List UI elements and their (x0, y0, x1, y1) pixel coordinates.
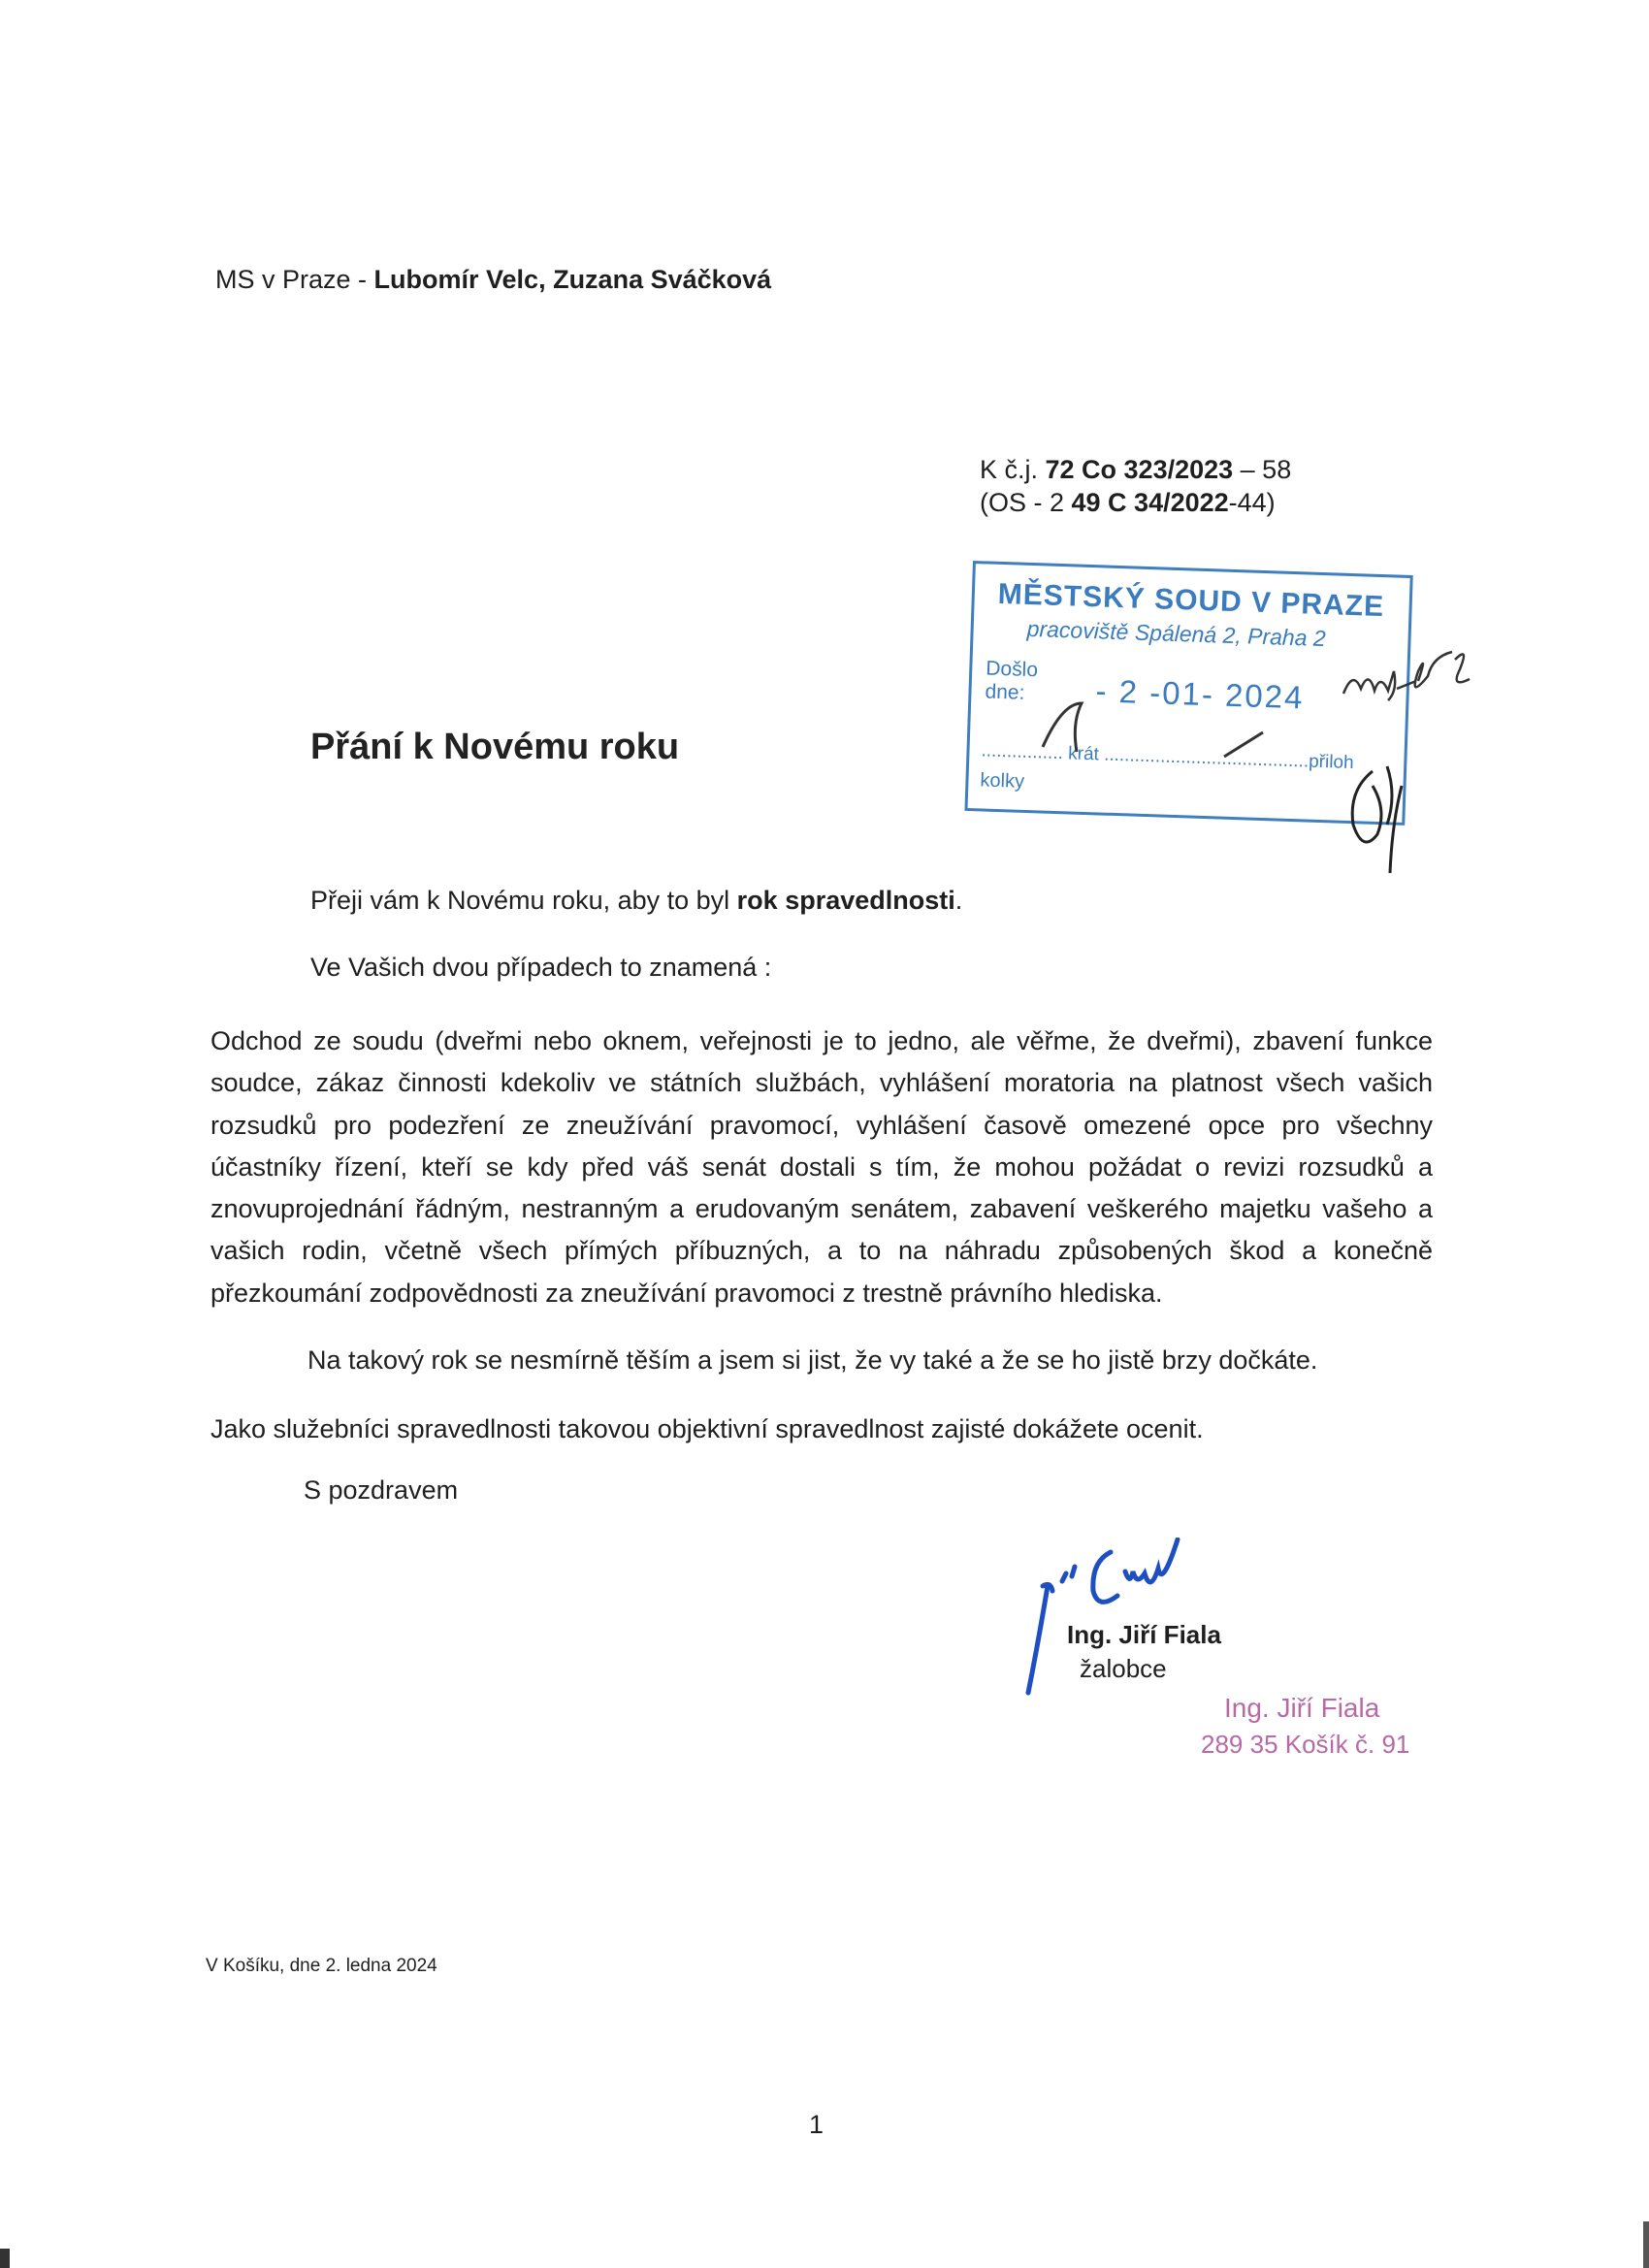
handwritten-marks-icon (970, 621, 1513, 892)
paragraph-demands: Odchod ze soudu (dveřmi nebo oknem, veřejnosti je to jedno, ale věřme, že dveřmi), zbavení funkce soudce, zákaz činnosti kdekoliv ve státních službách, vyhlášení moratoria na platnost všech vašich rozsudků pro podezření ze zneužívání pravomocí, vyhlášení časově omezené opce pro všechny účastníky řízení, kteří se kdy před váš senát dostali s tím, že mohou požádat o revizi rozsudků a znovuprojednání řádným, nestranným a erudovaným senátem, zabavení veškerého majetku vašeho a vašich rodin, včetně všech přímých příbuzných, a to na náhradu způsobených škod a konečně přezkoumání zodpovědnosti za zneužívání pravomoci z trestně právního hlediska. (210, 1026, 1433, 1308)
ref2-prefix: (OS - 2 (980, 488, 1072, 517)
wish-emphasis: rok spravedlnosti (736, 886, 955, 915)
ref2-suffix: -44) (1228, 488, 1276, 517)
ref1-prefix: K č.j. (980, 455, 1046, 484)
addressee-line (215, 263, 771, 296)
page-number: 1 (809, 2110, 824, 2139)
stamp-court-address: pracoviště Spálená 2, Praha 2 (1026, 615, 1327, 652)
paragraph-wish (310, 884, 962, 917)
stamp-fees-label: kolky (980, 769, 1025, 793)
stamp-received-date: - 2 -01- 2024 (1095, 672, 1306, 716)
addressee-court: MS v Praze - (215, 265, 374, 294)
paragraph-anticipation: Na takový rok se nesmírně těším a jsem si jist, že vy také a že se ho jistě brzy dočkáte. (307, 1345, 1318, 1375)
wish-suffix: . (954, 886, 963, 915)
scan-edge-right (1643, 2221, 1649, 2268)
stamp-person-address: 289 35 Košík č. 91 (1201, 1730, 1410, 1759)
ref2-number: 49 C 34/2022 (1071, 488, 1229, 517)
place-and-date: V Košíku, dne 2. ledna 2024 (206, 1956, 437, 1976)
ref1-number: 72 Co 323/2023 (1045, 455, 1234, 484)
case-reference-line-2 (980, 486, 1291, 519)
paragraph-meaning-intro: Ve Vašich dvou případech to znamená : (310, 953, 772, 982)
addressee-names: Lubomír Velc, Zuzana Sváčková (373, 265, 772, 294)
closing-greeting: S pozdravem (304, 1475, 459, 1505)
paragraph-appreciation: Jako služebníci spravedlnosti takovou objektivní spravedlnost zajisté dokážete ocenit. (210, 1414, 1204, 1443)
signatory-role: žalobce (1080, 1654, 1167, 1683)
stamp-copies-line: ................ krát ........................................přiloh (981, 740, 1354, 774)
ref1-suffix: – 58 (1233, 455, 1292, 484)
signatory-name: Ing. Jiří Fiala (1067, 1620, 1221, 1649)
wish-text: Přeji vám k Novému roku, aby to byl (310, 886, 737, 915)
stamp-received-label-1: Došlo (985, 657, 1039, 682)
case-reference-line-1 (980, 453, 1291, 486)
personal-address-stamp (1201, 1693, 1409, 1760)
stamp-received-label-2: dne: (985, 680, 1025, 704)
case-reference (980, 453, 1291, 519)
letter-title: Přání k Novému roku (310, 727, 680, 767)
stamp-court-name: MĚSTSKÝ SOUD V PRAZE (997, 577, 1385, 624)
stamp-person-name: Ing. Jiří Fiala (1224, 1693, 1380, 1723)
scan-edge-left (0, 2249, 10, 2268)
